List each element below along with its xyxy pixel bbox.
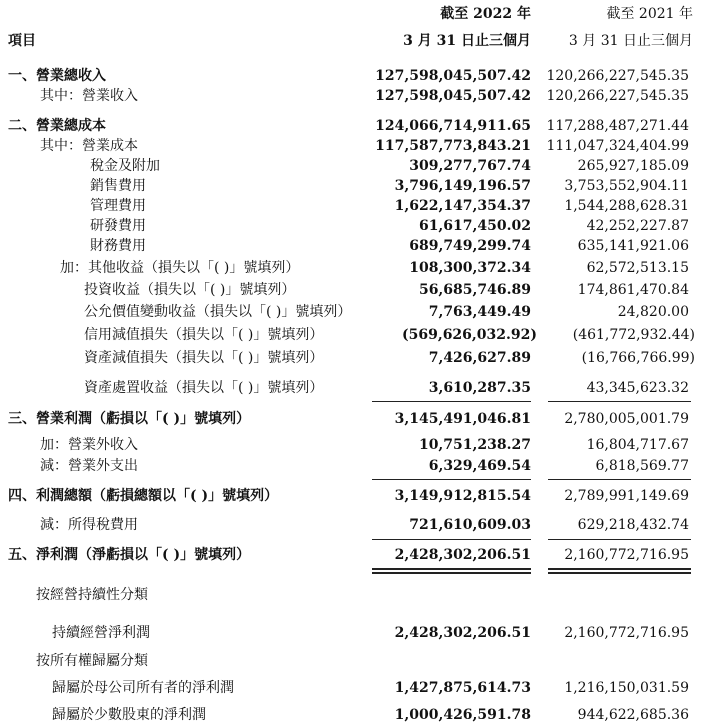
- table-row: [0, 116, 703, 136]
- row-value-2021: 2,789,991,149.69: [564, 488, 689, 504]
- row-value-2021: 24,820.00: [617, 304, 689, 320]
- row-label: 減：所得稅費用: [40, 517, 138, 533]
- row-value-2022: 127,598,045,507.42: [375, 68, 531, 84]
- row-label: 財務費用: [90, 238, 146, 254]
- row-value-2021: 117,288,487,271.44: [546, 118, 689, 134]
- row-value-2022: 3,796,149,196.57: [394, 178, 531, 194]
- table-row: [0, 216, 703, 236]
- row-value-2022: 721,610,609.03: [409, 517, 531, 533]
- row-value-2021: (461,772,932.44): [572, 327, 695, 343]
- table-row: [0, 302, 703, 322]
- row-value-2021: 43,345,623.32: [586, 380, 689, 396]
- row-label: 三、營業利潤（虧損以「( )」號填列）: [8, 411, 251, 427]
- row-label: 其中：營業收入: [40, 88, 138, 104]
- table-row: [0, 486, 703, 506]
- row-label: 一、營業總收入: [8, 68, 106, 84]
- row-label: 持續經營淨利潤: [52, 625, 150, 641]
- table-row: [0, 435, 703, 455]
- row-value-2021: 174,861,470.84: [577, 282, 689, 298]
- row-label: 加：營業外收入: [40, 437, 138, 453]
- row-value-2021: 16,804,717.67: [586, 437, 689, 453]
- row-value-2021: 120,266,227,545.35: [546, 68, 689, 84]
- row-value-2021: 265,927,185.09: [577, 158, 689, 174]
- row-label: 管理費用: [90, 198, 146, 214]
- row-value-2021: 62,572,513.15: [586, 260, 689, 276]
- subtotal-rule: [548, 401, 691, 402]
- col1-period-header: 3 月 31 日止三個月: [403, 33, 531, 49]
- row-value-2022: 56,685,746.89: [418, 282, 531, 298]
- row-value-2022: 2,428,302,206.51: [394, 547, 531, 563]
- table-row: [0, 86, 703, 106]
- table-row: [0, 456, 703, 476]
- subtotal-rule: [548, 479, 691, 480]
- table-row: [0, 196, 703, 216]
- total-double-rule: [372, 568, 531, 570]
- row-value-2022: 124,066,714,911.65: [375, 118, 531, 134]
- row-value-2022: 689,749,299.74: [409, 238, 531, 254]
- row-value-2022: 1,000,426,591.78: [394, 707, 531, 723]
- col1-year-header: 截至 2022 年: [440, 6, 531, 22]
- row-label: 其中：營業成本: [40, 138, 138, 154]
- row-value-2021: 629,218,432.74: [577, 517, 689, 533]
- row-value-2022: 1,427,875,614.73: [394, 680, 531, 696]
- row-label: 資產減值損失（損失以「( )」號填列）: [84, 350, 324, 366]
- table-row: [0, 378, 703, 398]
- subtotal-rule: [372, 401, 531, 402]
- table-row: [0, 136, 703, 156]
- row-label: 資產處置收益（損失以「( )」號填列）: [84, 380, 324, 396]
- table-row: [0, 258, 703, 278]
- table-row: [0, 325, 703, 345]
- row-label: 按經營持續性分類: [36, 587, 148, 603]
- row-label: 歸屬於少數股東的淨利潤: [52, 707, 206, 723]
- row-value-2022: 127,598,045,507.42: [375, 88, 531, 104]
- table-row: [0, 651, 703, 671]
- row-value-2022: (569,626,032.92): [401, 327, 537, 343]
- col2-year-header: 截至 2021 年: [606, 6, 693, 22]
- row-value-2021: 944,622,685.36: [577, 707, 689, 723]
- col2-period-header: 3 月 31 日止三個月: [568, 33, 693, 49]
- row-label: 加：其他收益（損失以「( )」號填列）: [60, 260, 300, 276]
- table-row: [0, 705, 703, 725]
- subtotal-rule: [548, 539, 691, 540]
- row-value-2022: 6,329,469.54: [428, 458, 531, 474]
- table-row: [0, 176, 703, 196]
- row-label: 稅金及附加: [90, 158, 160, 174]
- row-value-2021: 2,780,005,001.79: [564, 411, 689, 427]
- total-double-rule: [372, 572, 531, 574]
- row-label: 減：營業外支出: [40, 458, 138, 474]
- row-value-2022: 309,277,767.74: [409, 158, 531, 174]
- table-row: [0, 515, 703, 535]
- row-label: 銷售費用: [90, 178, 146, 194]
- row-label: 信用減值損失（損失以「( )」號填列）: [84, 327, 324, 343]
- row-value-2022: 10,751,238.27: [418, 437, 531, 453]
- subtotal-rule: [372, 479, 531, 480]
- row-label: 二、營業總成本: [8, 118, 106, 134]
- row-label: 歸屬於母公司所有者的淨利潤: [52, 680, 234, 696]
- total-double-rule: [548, 572, 691, 574]
- table-row: [0, 585, 703, 605]
- row-value-2021: 111,047,324,404.99: [546, 138, 689, 154]
- row-value-2022: 2,428,302,206.51: [394, 625, 531, 641]
- table-row: [0, 409, 703, 429]
- row-value-2021: (16,766,766.99): [581, 350, 695, 366]
- row-label: 四、利潤總額（虧損總額以「( )」號填列）: [8, 488, 279, 504]
- row-value-2021: 2,160,772,716.95: [564, 625, 689, 641]
- row-value-2022: 3,145,491,046.81: [394, 411, 531, 427]
- row-value-2022: 108,300,372.34: [409, 260, 531, 276]
- row-label: 公允價值變動收益（損失以「( )」號填列）: [84, 304, 352, 320]
- row-value-2022: 7,426,627.89: [428, 350, 531, 366]
- table-row: [0, 678, 703, 698]
- row-value-2021: 6,818,569.77: [595, 458, 689, 474]
- table-row: [0, 623, 703, 643]
- row-value-2022: 117,587,773,843.21: [375, 138, 531, 154]
- table-row: [0, 156, 703, 176]
- row-value-2021: 1,544,288,628.31: [564, 198, 689, 214]
- row-value-2021: 2,160,772,716.95: [564, 547, 689, 563]
- row-value-2022: 3,610,287.35: [428, 380, 531, 396]
- row-value-2022: 3,149,912,815.54: [394, 488, 531, 504]
- row-value-2022: 7,763,449.49: [428, 304, 531, 320]
- row-value-2022: 61,617,450.02: [418, 218, 531, 234]
- table-row: [0, 348, 703, 368]
- table-row: [0, 280, 703, 300]
- row-label: 投資收益（損失以「( )」號填列）: [84, 282, 296, 298]
- table-row: [0, 66, 703, 86]
- item-header: 項目: [8, 33, 36, 49]
- row-value-2021: 42,252,227.87: [586, 218, 689, 234]
- row-label: 研發費用: [90, 218, 146, 234]
- subtotal-rule: [372, 539, 531, 540]
- row-value-2021: 3,753,552,904.11: [564, 178, 689, 194]
- row-label: 五、淨利潤（淨虧損以「( )」號填列）: [8, 547, 251, 563]
- row-label: 按所有權歸屬分類: [36, 653, 148, 669]
- row-value-2021: 1,216,150,031.59: [564, 680, 689, 696]
- row-value-2021: 120,266,227,545.35: [546, 88, 689, 104]
- row-value-2021: 635,141,921.06: [577, 238, 689, 254]
- table-row: [0, 236, 703, 256]
- table-row: [0, 545, 703, 565]
- row-value-2022: 1,622,147,354.37: [394, 198, 531, 214]
- total-double-rule: [548, 568, 691, 570]
